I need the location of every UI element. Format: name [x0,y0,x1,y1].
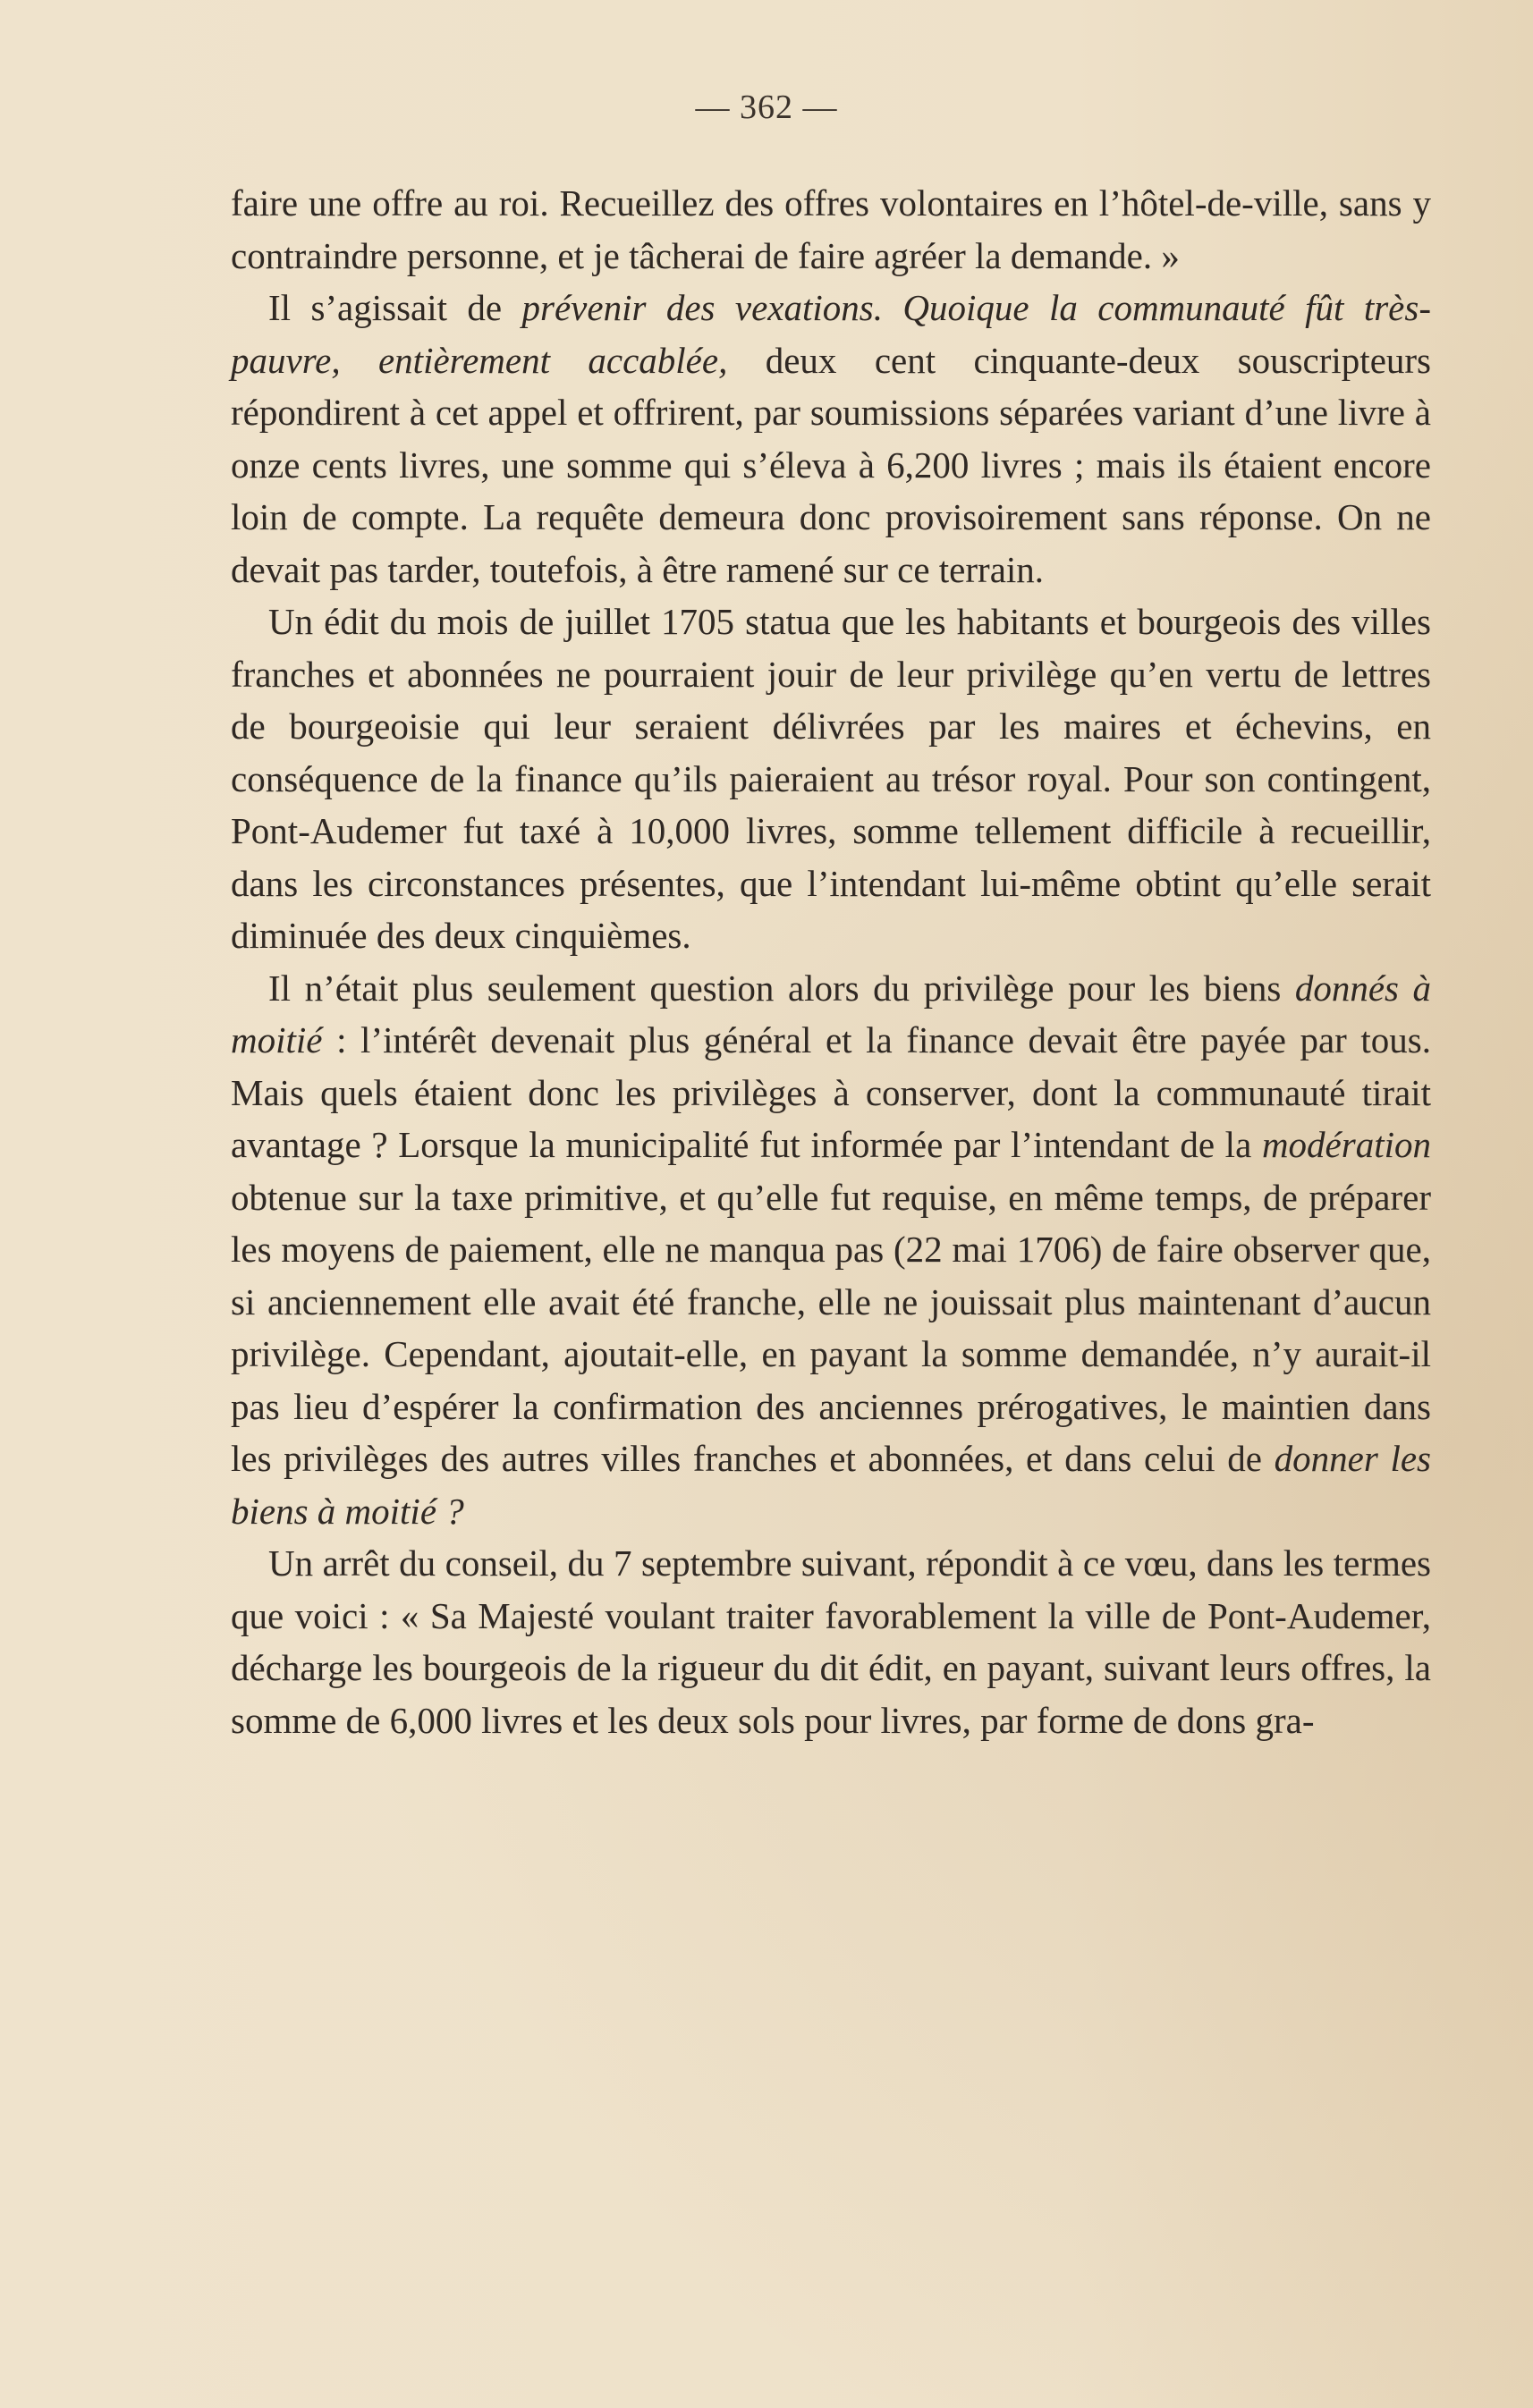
body-text [231,177,1431,1746]
paragraph [231,596,1431,962]
text-run: Un arrêt du conseil, du 7 septembre suivant, répondit à ce vœu, dans les termes que voici : « Sa Majesté voulant traiter favorablement la ville de Pont-Audemer, décharge les bourgeois de la rigueur du dit édit, en payant, suivant leurs offres, la somme de 6,000 livres et les deux sols pour livres, par forme de dons gra- [231,1542,1431,1741]
italic-text: prévenir des vexations. Quoique la communauté fût très-pauvre, entièrement accablée, [231,287,1431,381]
text-run: faire une offre au roi. Recueillez des offres volontaires en l’hôtel-de-ville, sans y contraindre personne, et je tâcherai de faire agréer la demande. » [231,182,1431,276]
text-run: Il s’agissait de [268,287,522,328]
paragraph [231,1537,1431,1746]
italic-text: modération [1261,1124,1431,1165]
italic-text: donner les biens à moitié ? [231,1438,1431,1532]
page-number: — 362 — [695,89,838,126]
text-run: Un édit du mois de juillet 1705 statua que les habitants et bourgeois des villes franches et abonnées ne pourraient jouir de leur privilège qu’en vertu de lettres de bourgeoisie qui leur seraient délivrées par les maires et échevins, en conséquence de la finance qu’ils paieraient au trésor royal. Pour son contingent, Pont-Audemer fut taxé à 10,000 livres, somme tellement difficile à recueillir, dans les circonstances présentes, que l’intendant lui-même obtint qu’elle serait diminuée des deux cinquièmes. [231,601,1431,956]
text-run: Il n’était plus seulement question alors du privilège pour les biens [268,967,1295,1009]
italic-text: donnés à moitié [231,967,1431,1060]
text-run: : l’intérêt devenait plus général et la finance devait être payée par tous. Mais quels étaient donc les privilèges à conserver, dont la communauté tirait avantage ? Lorsque la municipalité fut informée par l’intendant de la [231,1019,1431,1165]
paragraph [231,962,1431,1538]
text-run: obtenue sur la taxe primitive, et qu’elle fut requise, en même temps, de préparer les moyens de paiement, elle ne manqua pas (22 mai 1706) de faire observer que, si anciennement elle avait été franche, elle ne jouissait plus maintenant d’aucun privilège. Cependant, ajoutait-elle, en payant la somme demandée, n’y aurait-il pas lieu d’espérer la confirmation des anciennes prérogatives, le maintien dans les privilèges des autres villes franches et abonnées, et dans celui de [231,1176,1431,1479]
paragraph [231,282,1431,596]
paragraph [231,177,1431,282]
text-run: deux cent cinquante-deux souscripteurs répondirent à cet appel et offrirent, par soumissions séparées variant d’une livre à onze cents livres, une somme qui s’éleva à 6,200 livres ; mais ils étaient encore loin de compte. La requête demeura donc provisoirement sans réponse. On ne devait pas tarder, toutefois, à être ramené sur ce terrain. [231,339,1431,590]
